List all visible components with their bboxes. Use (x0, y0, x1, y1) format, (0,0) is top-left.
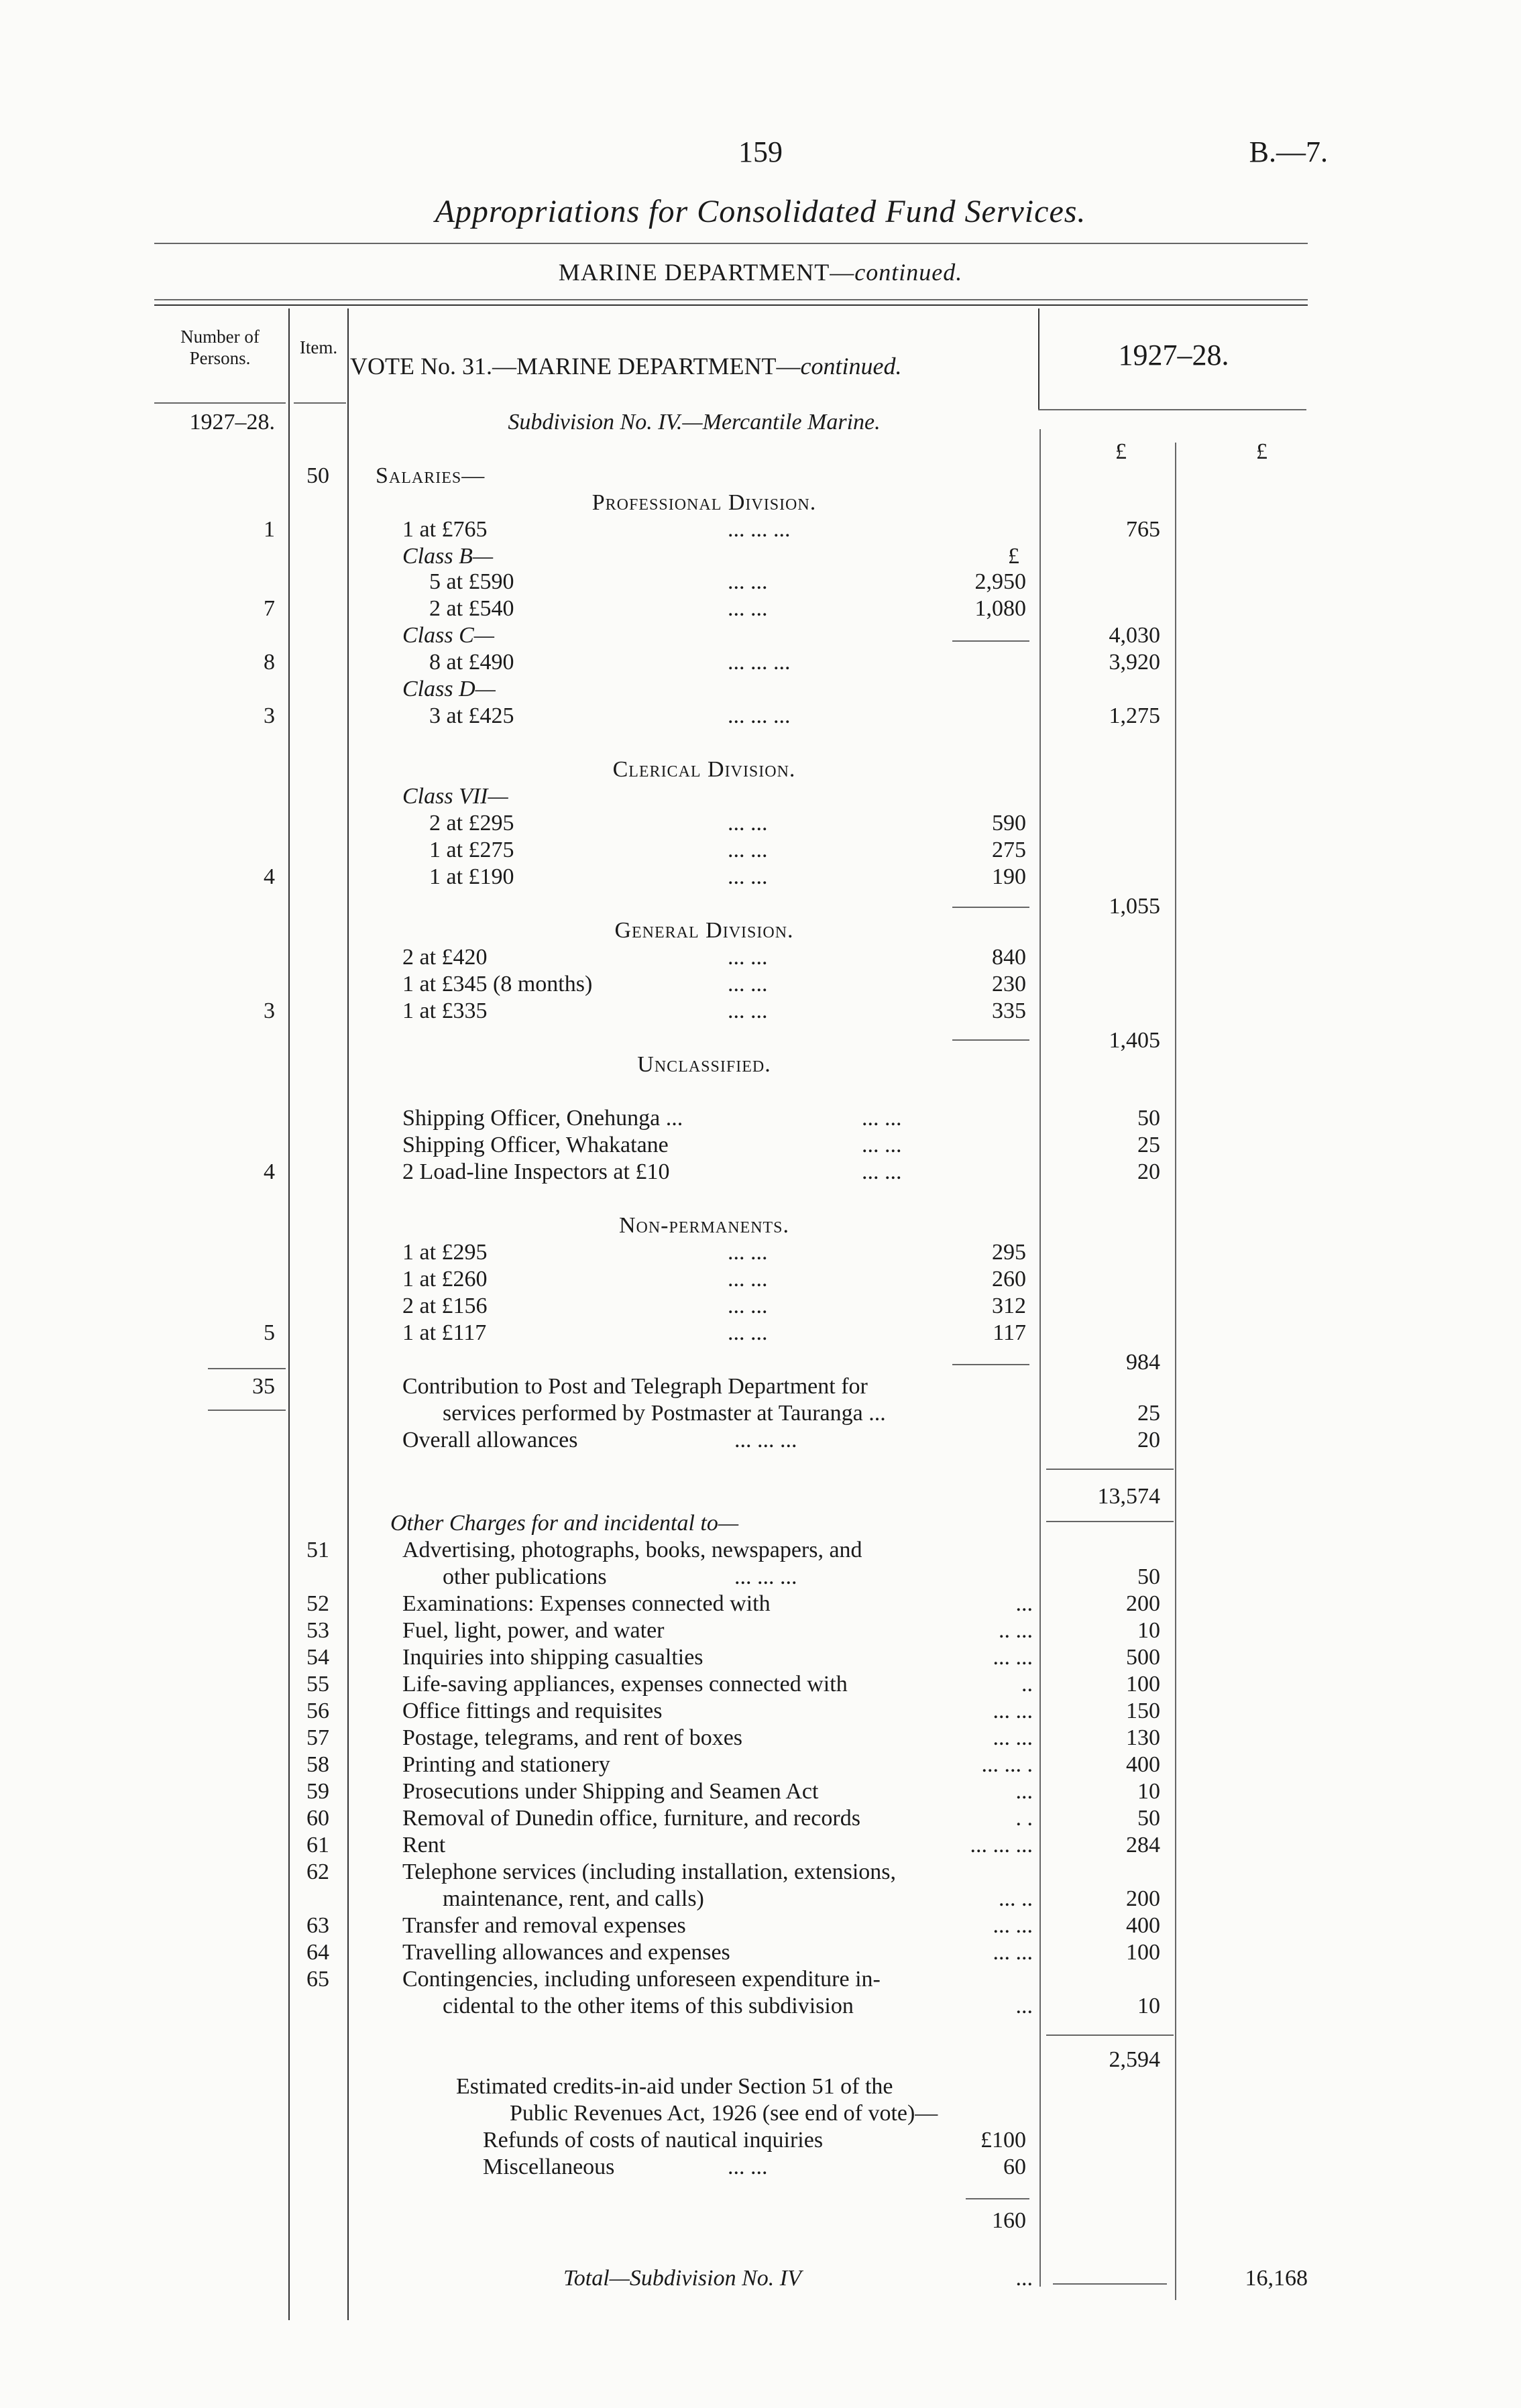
leader-dots: .. ... (999, 1618, 1033, 1643)
persons-count: 4 (264, 1159, 275, 1184)
leader-dots: ... ... (728, 569, 768, 594)
leader-dots: ... ... (728, 838, 768, 862)
persons-count: 4 (264, 864, 275, 889)
salary-line: 5 at £590 (429, 569, 514, 594)
other-charges-total: 2,594 (1109, 2047, 1160, 2072)
leader-dots: ... (1015, 1591, 1033, 1616)
item-number: 52 (306, 1591, 329, 1616)
credits-refunds-label: Refunds of costs of nautical inquiries (483, 2128, 824, 2153)
persons-count: 1 (264, 517, 275, 542)
charge-line: Fuel, light, power, and water (402, 1618, 665, 1643)
other-charges-heading: Other Charges for and incidental to— (390, 1511, 739, 1536)
persons-count: 5 (264, 1320, 275, 1345)
general-division-heading: General Division. (614, 918, 794, 943)
page-title: Appropriations for Consolidated Fund Services. (435, 194, 1086, 229)
amount: 10 (1137, 1779, 1160, 1804)
amount: 100 (1126, 1672, 1160, 1697)
charge-line: Printing and stationery (402, 1752, 610, 1777)
salary-line: 2 at £295 (429, 811, 514, 836)
salary-line: Shipping Officer, Whakatane (402, 1133, 669, 1157)
leader-dots: ... ... ... (728, 703, 791, 728)
salary-line: 8 at £490 (429, 650, 514, 675)
class-vii-label: Class VII— (402, 784, 508, 809)
amount: 10 (1137, 1618, 1160, 1643)
contribution-line-2: services performed by Postmaster at Tauranga ... (443, 1401, 886, 1426)
amount: 500 (1126, 1645, 1160, 1670)
credits-refunds-amount: £100 (980, 2128, 1026, 2153)
charge-line: Inquiries into shipping casualties (402, 1645, 703, 1670)
leader-dots: ... (1015, 1779, 1033, 1804)
leader-dots: .. (1021, 1672, 1033, 1697)
sub-amount: 312 (992, 1294, 1026, 1318)
non-permanents-heading: Non-permanents. (618, 1213, 790, 1238)
amount: 1,055 (1109, 894, 1160, 919)
amount: 284 (1126, 1833, 1160, 1857)
amount: 100 (1126, 1940, 1160, 1965)
subdivision-heading: Subdivision No. IV.—Mercantile Marine. (508, 410, 881, 435)
sub-amount: 295 (992, 1240, 1026, 1265)
item-number: 58 (306, 1752, 329, 1777)
pound-sign-inner: £ (1008, 544, 1019, 569)
item-number: 51 (306, 1538, 329, 1562)
item-number: 54 (306, 1645, 329, 1670)
credits-total: 160 (992, 2208, 1026, 2233)
leader-dots: ... ... ... (970, 1833, 1033, 1857)
persons-count: 3 (264, 703, 275, 728)
charge-line-cont: other publications (443, 1564, 607, 1589)
item-number: 64 (306, 1940, 329, 1965)
salary-line: 1 at £190 (429, 864, 514, 889)
item-number: 63 (306, 1913, 329, 1938)
charge-line: Transfer and removal expenses (402, 1913, 686, 1938)
contribution-line-1: Contribution to Post and Telegraph Department for (402, 1374, 868, 1399)
amount: 50 (1137, 1106, 1160, 1131)
amount: 400 (1126, 1913, 1160, 1938)
salary-line: 1 at £345 (8 months) (402, 972, 593, 996)
leader-dots: ... ... (728, 998, 768, 1023)
unclassified-heading: Unclassified. (637, 1052, 771, 1077)
salary-line: 2 at £156 (402, 1294, 488, 1318)
leader-dots: ... ... (862, 1106, 902, 1131)
leader-dots: ... ... (993, 1645, 1033, 1670)
charge-line-cont: maintenance, rent, and calls) (443, 1886, 704, 1911)
leader-dots: ... ... (993, 1699, 1033, 1723)
credits-line-2: Public Revenues Act, 1926 (see end of vote)— (510, 2101, 938, 2126)
sub-amount: 190 (992, 864, 1026, 889)
salary-line: 1 at £275 (429, 838, 514, 862)
salary-line: 1 at £260 (402, 1267, 488, 1292)
credits-misc-label: Miscellaneous (483, 2155, 615, 2179)
sub-amount: 590 (992, 811, 1026, 836)
class-d-label: Class D— (402, 677, 496, 701)
item-number: 53 (306, 1618, 329, 1643)
leader-dots: ... ... (728, 2155, 768, 2179)
leader-dots: ... ... (728, 1267, 768, 1292)
pound-sign-col2: £ (1256, 439, 1268, 464)
item-number: 61 (306, 1833, 329, 1857)
leader-dots: ... ... ... (734, 1428, 797, 1452)
persons-count: 8 (264, 650, 275, 675)
item-number: 57 (306, 1725, 329, 1750)
salary-line: 1 at £295 (402, 1240, 488, 1265)
item-number: 55 (306, 1672, 329, 1697)
amount: 150 (1126, 1699, 1160, 1723)
salaries-heading: Salaries— (376, 463, 486, 488)
amount: 3,920 (1109, 650, 1160, 675)
charge-line: Advertising, photographs, books, newspapers, and (402, 1538, 862, 1562)
item-number: 60 (306, 1806, 329, 1831)
salary-line: 1 at £117 (402, 1320, 487, 1345)
amount: 50 (1137, 1806, 1160, 1831)
sub-amount: 1,080 (974, 596, 1026, 621)
salary-line: 1 at £335 (402, 998, 488, 1023)
amount: 1,275 (1109, 703, 1160, 728)
salary-line: 2 at £540 (429, 596, 514, 621)
pound-sign-col1: £ (1115, 439, 1127, 464)
salary-line: 2 Load-line Inspectors at £10 (402, 1159, 670, 1184)
charge-line: Travelling allowances and expenses (402, 1940, 730, 1965)
item-number: 65 (306, 1967, 329, 1992)
amount: 765 (1126, 517, 1160, 542)
leader-dots: ... ... (728, 864, 768, 889)
credits-line-1: Estimated credits-in-aid under Section 51 of the (456, 2074, 893, 2099)
salary-line: Shipping Officer, Onehunga ... (402, 1106, 683, 1131)
leader-dots: ... ... . (981, 1752, 1033, 1777)
sub-amount: 230 (992, 972, 1026, 996)
leader-dots: ... ... (993, 1913, 1033, 1938)
salaries-total: 13,574 (1097, 1484, 1160, 1509)
amount: 400 (1126, 1752, 1160, 1777)
leader-dots: ... (1015, 2266, 1033, 2291)
leader-dots: ... ... ... (728, 517, 791, 542)
amount: 1,405 (1109, 1028, 1160, 1053)
leader-dots: ... ... (728, 972, 768, 996)
overall-allowances-label: Overall allowances (402, 1428, 578, 1452)
leader-dots: ... ... (993, 1725, 1033, 1750)
amount: 984 (1126, 1350, 1160, 1375)
sub-amount: 335 (992, 998, 1026, 1023)
salary-line: 3 at £425 (429, 703, 514, 728)
leader-dots: ... (1015, 1994, 1033, 2018)
charge-line: Prosecutions under Shipping and Seamen Act (402, 1779, 819, 1804)
charge-line: Life-saving appliances, expenses connected with (402, 1672, 848, 1697)
amount: 20 (1137, 1428, 1160, 1452)
department-heading: MARINE DEPARTMENT—continued. (558, 259, 963, 286)
year-column-header: 1927–28. (1118, 339, 1229, 371)
leader-dots: ... ... (728, 945, 768, 970)
amount: 130 (1126, 1725, 1160, 1750)
amount: 25 (1137, 1133, 1160, 1157)
leader-dots: . . (1015, 1806, 1033, 1831)
sub-amount: 117 (993, 1320, 1026, 1345)
charge-line: Contingencies, including unforeseen expenditure in- (402, 1967, 881, 1992)
amount: 20 (1137, 1159, 1160, 1184)
leader-dots: ... ... (993, 1940, 1033, 1965)
leader-dots: ... ... ... (728, 650, 791, 675)
subdivision-total-amount: 16,168 (1245, 2266, 1308, 2291)
professional-division-heading: Professional Division. (592, 490, 817, 515)
total-persons: 35 (252, 1374, 275, 1399)
page-number: 159 (738, 135, 783, 168)
amount: 10 (1137, 1994, 1160, 2018)
sub-amount: 275 (992, 838, 1026, 862)
charge-line: Office fittings and requisites (402, 1699, 663, 1723)
leader-dots: ... ... (728, 811, 768, 836)
amount: 50 (1137, 1564, 1160, 1589)
item-column-header: Item. (299, 337, 338, 357)
amount: 200 (1126, 1591, 1160, 1616)
salary-line: 2 at £420 (402, 945, 488, 970)
sub-amount: 840 (992, 945, 1026, 970)
amount: 25 (1137, 1401, 1160, 1426)
item-number: 59 (306, 1779, 329, 1804)
leader-dots: ... ... (862, 1159, 902, 1184)
charge-line: Examinations: Expenses connected with (402, 1591, 771, 1616)
leader-dots: ... ... ... (734, 1564, 797, 1589)
leader-dots: ... .. (999, 1886, 1033, 1911)
item-number-50: 50 (306, 463, 329, 488)
item-number: 62 (306, 1859, 329, 1884)
leader-dots: ... ... (728, 596, 768, 621)
amount: 4,030 (1109, 623, 1160, 648)
item-number: 56 (306, 1699, 329, 1723)
vote-title: VOTE No. 31.—MARINE DEPARTMENT—continued. (350, 353, 902, 380)
persons-count: 3 (264, 998, 275, 1023)
clerical-division-heading: Clerical Division. (612, 757, 796, 782)
sub-amount: 2,950 (974, 569, 1026, 594)
charge-line: Removal of Dunedin office, furniture, and records (402, 1806, 860, 1831)
salary-line: 1 at £765 (402, 517, 488, 542)
leader-dots: ... ... (728, 1240, 768, 1265)
charge-line-cont: cidental to the other items of this subdivision (443, 1994, 854, 2018)
document-reference: B.—7. (1249, 135, 1328, 168)
sub-amount: 260 (992, 1267, 1026, 1292)
class-c-label: Class C— (402, 623, 494, 648)
amount: 200 (1126, 1886, 1160, 1911)
charge-line: Postage, telegrams, and rent of boxes (402, 1725, 743, 1750)
persons-count: 7 (264, 596, 275, 621)
leader-dots: ... ... (862, 1133, 902, 1157)
persons-year: 1927–28. (189, 410, 275, 435)
leader-dots: ... ... (728, 1320, 768, 1345)
charge-line: Rent (402, 1833, 446, 1857)
charge-line: Telephone services (including installation, extensions, (402, 1859, 896, 1884)
leader-dots: ... ... (728, 1294, 768, 1318)
persons-column-header: Number of Persons. (180, 327, 260, 368)
credits-misc-amount: 60 (1003, 2155, 1026, 2179)
class-b-label: Class B— (402, 544, 494, 569)
subdivision-total-label: Total—Subdivision No. IV (563, 2266, 801, 2291)
